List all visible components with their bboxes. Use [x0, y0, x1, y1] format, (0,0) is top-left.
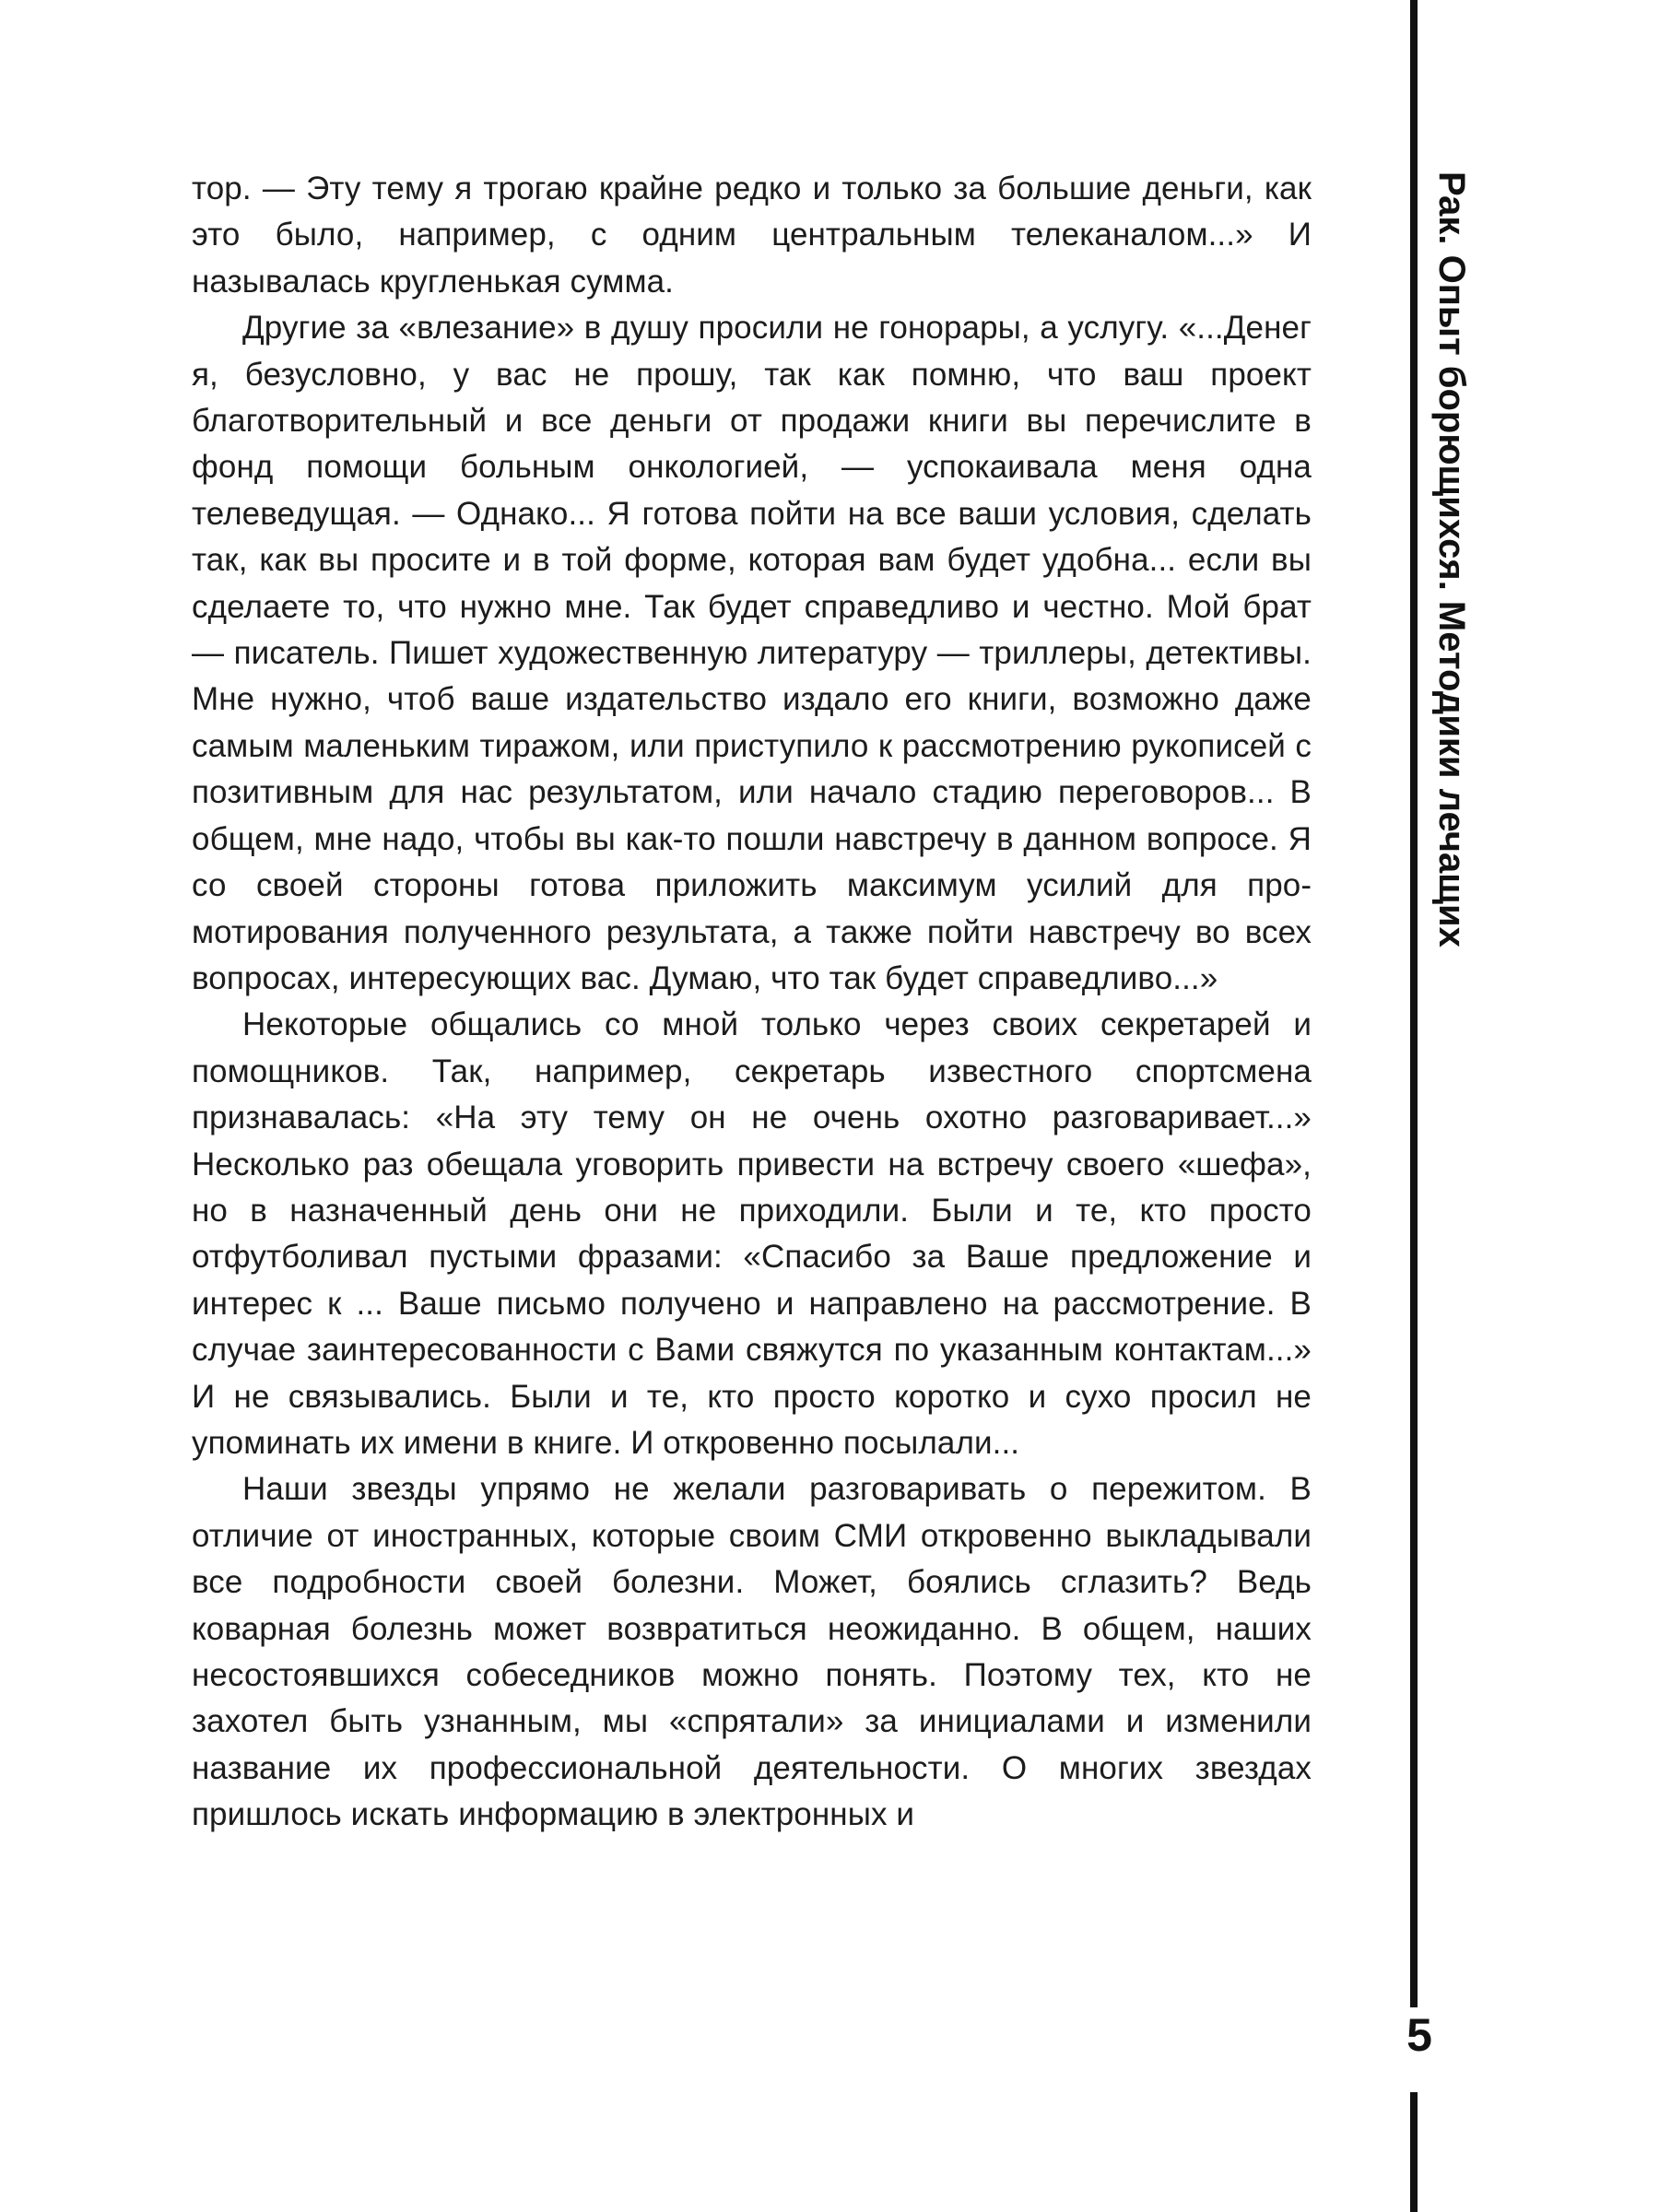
running-head: Рак. Опыт борющихся. Методики лечащих — [1431, 171, 1472, 947]
margin-rule-top — [1410, 0, 1418, 2018]
page-number: 5 — [1401, 2007, 1438, 2063]
margin-rule-bottom — [1410, 2092, 1418, 2212]
paragraph-1: тор. — Эту тему я трогаю крайне редко и только за большие деньги, как это было, например, с одним центральным телеканалом...» И называлась кругленькая сумма. — [192, 171, 1312, 300]
body-text — [192, 166, 1312, 1839]
paragraph-4: Наши звезды упрямо не желали разговаривать о пережитом. В отличие от иностранных, которые своим СМИ откровенно выкладывали все подробности своей болезни. Может, боялись сглазить? Ведь коварная болезнь может возвратиться неожиданно. В общем, наших несостоявшихся собеседников можно понять. Поэтому тех, кто не захотел быть узнанным, мы «спрятали» за инициалами и изменили название их профессиональной деятельности. О многих звездах пришлось искать информацию в электронных и — [192, 1471, 1312, 1833]
paragraph-2: Другие за «влезание» в душу просили не гонорары, а услугу. «...Денег я, безусловно, у вас не прошу, так как помню, что ваш проект благотворительный и все деньги от продажи книги вы перечислите в фонд помощи больным онкологией, — успокаивала меня одна телеведущая. — Однако... Я готова пойти на все ваши условия, сделать так, как вы просите и в той форме, которая вам будет удобна... если вы сделаете то, что нужно мне. Так будет справедливо и честно. Мой брат — писатель. Пишет художественную литературу — триллеры, детективы. Мне нужно, чтоб ваше издательство издало его книги, возможно даже самым маленьким тиражом, или приступило к рассмотрению рукописей с позитивным для нас результатом, или начало стадию переговоров... В общем, мне надо, чтобы вы как-то пошли навстречу в данном вопросе. Я со своей стороны готова приложить максимум усилий для промотирования полученного результата, а также пойти навстречу во всех вопросах, интересующих вас. Думаю, что так будет справедливо...» — [192, 310, 1312, 996]
paragraph-3: Некоторые общались со мной только через своих секретарей и помощников. Так, например, секретарь известного спортсмена признавалась: «На эту тему он не очень охотно разговаривает...» Несколько раз обещала уговорить привести на встречу своего «шефа», но в назначенный день они не приходили. Были и те, кто просто отфутболивал пустыми фразами: «Спасибо за Ваше предложение и интерес к ... Ваше письмо получено и направлено на рассмотрение. В случае заинтересованности с Вами свяжутся по указанным контактам...» И не связывались. Были и те, кто просто коротко и сухо просил не упоминать их имени в книге. И откровенно посылали... — [192, 1006, 1312, 1461]
